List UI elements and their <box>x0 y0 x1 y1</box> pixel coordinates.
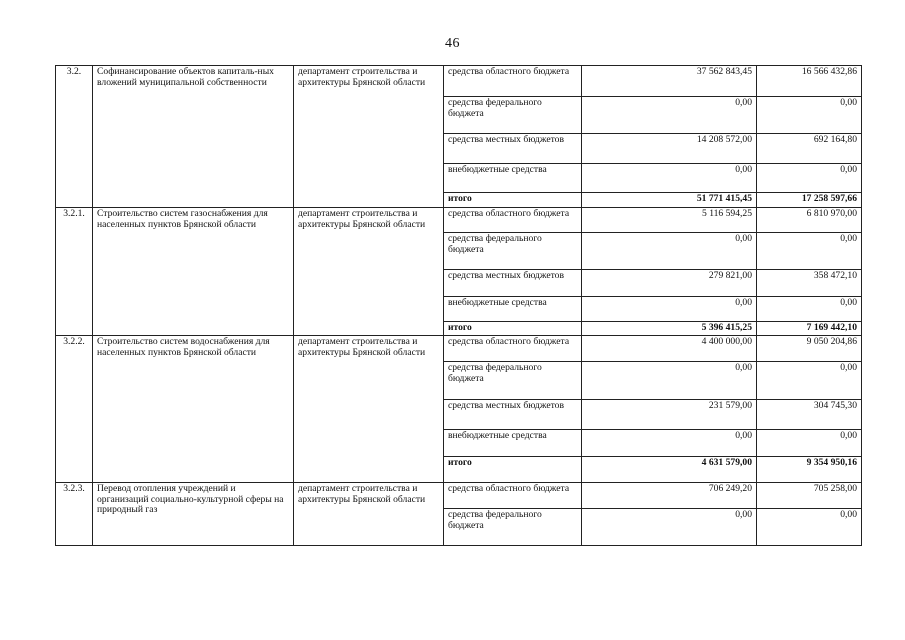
item-code: 3.2.3. <box>56 483 93 546</box>
funding-source: средства федерального бюджета <box>444 233 582 270</box>
page-number: 46 <box>445 36 460 51</box>
funding-source: внебюджетные средства <box>444 430 582 457</box>
value-year-1: 0,00 <box>582 362 757 400</box>
value-year-2: 705 258,00 <box>757 483 862 509</box>
funding-source: внебюджетные средства <box>444 297 582 322</box>
value-year-1: 4 400 000,00 <box>582 336 757 362</box>
item-name: Строительство систем газоснабжения для населенных пунктов Брянской области <box>93 208 294 336</box>
total-year-1: 4 631 579,00 <box>582 457 757 483</box>
funding-source: средства местных бюджетов <box>444 400 582 430</box>
total-label: итого <box>444 457 582 483</box>
value-year-1: 5 116 594,25 <box>582 208 757 233</box>
item-executor: департамент строительства и архитектуры Брянской области <box>294 483 444 546</box>
item-executor: департамент строительства и архитектуры Брянской области <box>294 208 444 336</box>
value-year-2: 358 472,10 <box>757 270 862 297</box>
item-executor: департамент строительства и архитектуры Брянской области <box>294 66 444 208</box>
value-year-1: 0,00 <box>582 164 757 193</box>
value-year-2: 6 810 970,00 <box>757 208 862 233</box>
value-year-2: 0,00 <box>757 233 862 270</box>
funding-source: средства федерального бюджета <box>444 97 582 134</box>
funding-source: средства федерального бюджета <box>444 509 582 546</box>
item-name: Софинансирование объектов капиталь-ных вложений муниципальной собственности <box>93 66 294 208</box>
total-label: итого <box>444 322 582 336</box>
value-year-2: 0,00 <box>757 362 862 400</box>
value-year-2: 16 566 432,86 <box>757 66 862 97</box>
value-year-2: 0,00 <box>757 509 862 546</box>
funding-source: средства федерального бюджета <box>444 362 582 400</box>
value-year-2: 0,00 <box>757 297 862 322</box>
table-row <box>56 66 862 97</box>
item-code: 3.2.2. <box>56 336 93 483</box>
value-year-1: 0,00 <box>582 297 757 322</box>
funding-source: средства областного бюджета <box>444 483 582 509</box>
value-year-1: 14 208 572,00 <box>582 134 757 164</box>
item-code: 3.2.1. <box>56 208 93 336</box>
funding-source: средства областного бюджета <box>444 336 582 362</box>
value-year-2: 0,00 <box>757 97 862 134</box>
value-year-1: 279 821,00 <box>582 270 757 297</box>
budget-table <box>55 65 862 546</box>
value-year-1: 0,00 <box>582 97 757 134</box>
value-year-1: 0,00 <box>582 430 757 457</box>
total-year-1: 5 396 415,25 <box>582 322 757 336</box>
item-name: Перевод отопления учреждений и организаций социально-культурной сферы на природный газ <box>93 483 294 546</box>
item-executor: департамент строительства и архитектуры Брянской области <box>294 336 444 483</box>
value-year-1: 37 562 843,45 <box>582 66 757 97</box>
funding-source: средства местных бюджетов <box>444 134 582 164</box>
value-year-2: 692 164,80 <box>757 134 862 164</box>
total-label: итого <box>444 193 582 208</box>
total-year-2: 7 169 442,10 <box>757 322 862 336</box>
table-row <box>56 483 862 509</box>
total-year-2: 17 258 597,66 <box>757 193 862 208</box>
funding-source: средства областного бюджета <box>444 208 582 233</box>
value-year-1: 706 249,20 <box>582 483 757 509</box>
total-year-1: 51 771 415,45 <box>582 193 757 208</box>
value-year-1: 0,00 <box>582 233 757 270</box>
value-year-2: 304 745,30 <box>757 400 862 430</box>
total-year-2: 9 354 950,16 <box>757 457 862 483</box>
value-year-2: 0,00 <box>757 164 862 193</box>
funding-source: средства областного бюджета <box>444 66 582 97</box>
table-row <box>56 208 862 233</box>
value-year-1: 0,00 <box>582 509 757 546</box>
value-year-1: 231 579,00 <box>582 400 757 430</box>
value-year-2: 9 050 204,86 <box>757 336 862 362</box>
value-year-2: 0,00 <box>757 430 862 457</box>
item-name: Строительство систем водоснабжения для населенных пунктов Брянской области <box>93 336 294 483</box>
item-code: 3.2. <box>56 66 93 208</box>
funding-source: внебюджетные средства <box>444 164 582 193</box>
funding-source: средства местных бюджетов <box>444 270 582 297</box>
table-row <box>56 336 862 362</box>
